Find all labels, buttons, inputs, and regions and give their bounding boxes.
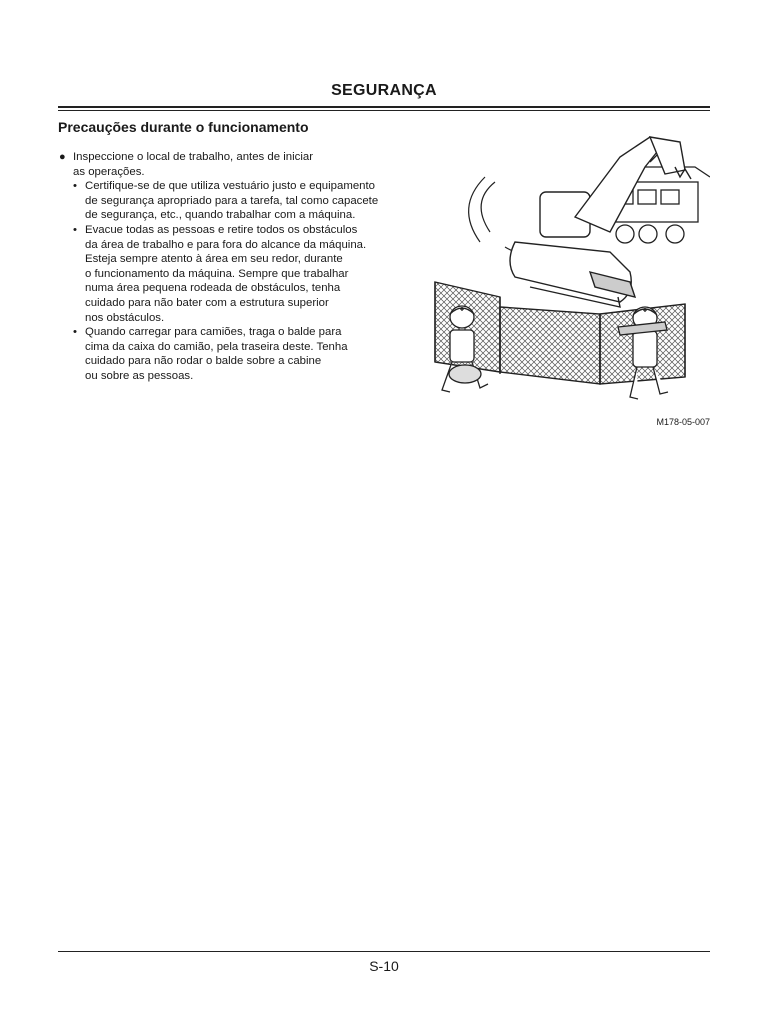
header-rule-thick — [58, 106, 710, 108]
sub-list — [58, 179, 418, 383]
sub-item-line: o funcionamento da máquina. Sempre que trabalhar — [85, 267, 349, 280]
sub-item-line: cuidado para não bater com a estrutura superior — [85, 296, 329, 309]
sub-item-line: Evacue todas as pessoas e retire todos os obstáculos — [85, 223, 358, 236]
figure-code: M178-05-007 — [656, 417, 710, 427]
body-text — [58, 150, 418, 384]
sub-bullet-icon: • — [73, 326, 77, 339]
page-number: S-10 — [369, 958, 399, 974]
sub-bullet-icon: • — [73, 180, 77, 193]
footer-rule — [58, 951, 710, 952]
main-bullet — [58, 150, 418, 179]
sub-item-line: Certifique-se de que utiliza vestuário justo e equipamento — [85, 180, 375, 193]
sub-item — [58, 325, 418, 383]
sub-item-line: numa área pequena rodeada de obstáculos, tenha — [85, 282, 341, 295]
sub-item-line: da área de trabalho e para fora do alcance da máquina. — [85, 238, 367, 251]
header-rule-thin — [58, 110, 710, 111]
sub-item-line: de segurança, etc., quando trabalhar com a máquina. — [85, 209, 356, 222]
sub-item-line: nos obstáculos. — [85, 311, 165, 324]
page-header-title: SEGURANÇA — [331, 82, 437, 99]
sub-item-line: de segurança apropriado para a tarefa, tal como capacete — [85, 194, 379, 207]
sub-item-line: ou sobre as pessoas. — [85, 369, 194, 382]
sub-item-line: cima da caixa do camião, pela traseira deste. Tenha — [85, 340, 348, 353]
sub-item-line: Quando carregar para camiões, traga o balde para — [85, 326, 342, 339]
sub-item — [58, 223, 418, 325]
section-title: Precauções durante o funcionamento — [58, 119, 309, 135]
sub-item-line: Esteja sempre atento à área em seu redor, durante — [85, 253, 343, 266]
sub-bullet-icon: • — [73, 223, 77, 236]
excavator-safety-illustration — [420, 122, 710, 412]
sub-item — [58, 179, 418, 223]
main-bullet-line: Inspeccione o local de trabalho, antes de iniciar — [73, 151, 313, 163]
bullet-dot-icon: ● — [59, 151, 66, 163]
main-bullet-line: as operações. — [73, 165, 145, 178]
sub-item-line: cuidado para não rodar o balde sobre a cabine — [85, 355, 322, 368]
